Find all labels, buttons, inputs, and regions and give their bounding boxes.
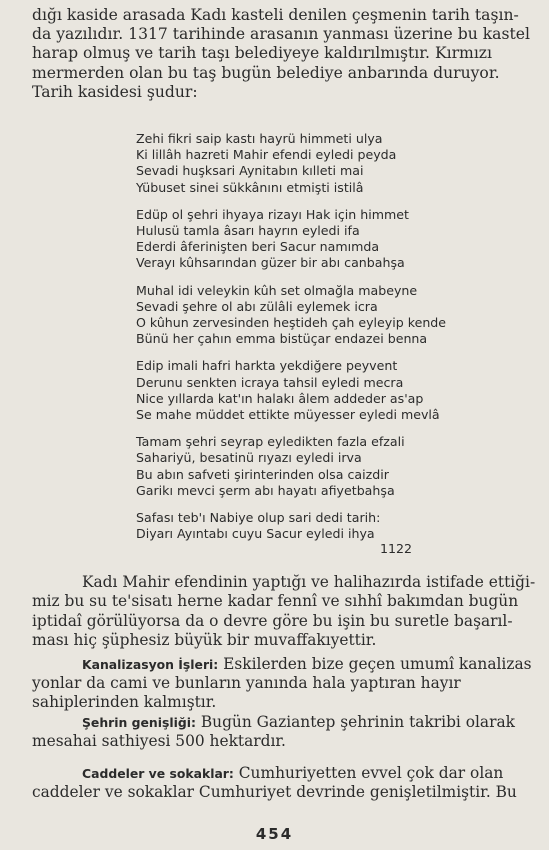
poem-line: Ederdi âferinişten beri Sacur namımda <box>136 239 380 255</box>
text-line: ması hiç şüphesiz büyük bir muvaffakıyettir. <box>32 631 377 650</box>
poem-line: Safası teb'ı Nabiye olup sari dedi tarih: <box>136 510 381 526</box>
poem-line: Sahariyü, besatinü rıyazı eyledi irva <box>136 450 362 466</box>
poem-line: Bu abın safveti şirinterinden olsa caizdir <box>136 466 389 482</box>
text-line: miz bu su te'sisatı herne kadar fennî ve sıhhî bakımdan bugün <box>32 592 519 611</box>
text-run: Eskilerden bize geçen umumî kanalizas <box>223 654 532 673</box>
text-line: iptidaî görülüyorsa da o devre göre bu işin bu suretle başarıl- <box>32 611 513 630</box>
text-run: Bugün Gaziantep şehrinin takribi olarak <box>200 712 515 731</box>
paragraph-sewage <box>32 655 530 713</box>
poem-line: Zehi fikri saip kastı hayrü himmeti ulya <box>136 131 383 146</box>
poem-year: 1122 <box>380 541 413 556</box>
poem-line: Sevadi huşksari Aynitabın kılleti mai <box>136 163 364 179</box>
poem-stanza <box>136 510 456 542</box>
poem-line: Nice yıllarda kat'ın halakı âlem addeder as'ap <box>136 390 424 406</box>
poem-stanza <box>136 283 456 348</box>
poem-line: Derunu senkten icraya tahsil eyledi mecra <box>136 374 404 390</box>
text-line: mermerden olan bu taş bugün belediye anbarında duruyor. <box>32 63 500 82</box>
page-number: 454 <box>255 825 294 843</box>
poem-line: O kûhun zervesinden heştideh çah eyleyip kende <box>136 315 447 331</box>
text-line: Tarih kasidesi şudur: <box>32 82 198 101</box>
poem-line: Edüp ol şehri ihyaya rizayı Hak için himmet <box>136 206 409 222</box>
text-line: caddeler ve sokaklar Cumhuriyet devrinde genişletilmiştir. Bu <box>32 783 517 802</box>
section-heading: Caddeler ve sokaklar: <box>82 765 234 781</box>
text-line: Kadı Mahir efendinin yaptığı ve halihazırda istifade ettiği- <box>82 573 536 591</box>
poem-line: Se mahe müddet ettikte müyesser eyledi mevlâ <box>136 407 440 423</box>
poem-stanza <box>136 434 456 499</box>
text-line <box>32 655 530 674</box>
tarih-kasidesi-poem <box>136 131 456 553</box>
paragraph-city-area <box>32 713 530 752</box>
text-line: harap olmuş ve tarih taşı belediyeye kaldırılmıştır. Kırmızı <box>32 44 493 63</box>
poem-stanza <box>136 131 456 196</box>
poem-line: Diyarı Ayıntabı cuyu Sacur eyledi ihya <box>136 526 375 542</box>
poem-stanza <box>136 207 456 272</box>
text-line <box>32 713 530 732</box>
text-line: mesahai sathiyesi 500 hektardır. <box>32 732 286 751</box>
section-heading: Kanalizasyon İşleri: <box>82 656 219 672</box>
text-line: da yazılıdır. 1317 tarihinde arasanın yanması üzerine bu kastel <box>32 25 530 44</box>
poem-line: Hulusü tamla âsarı hayrın eyledi ifa <box>136 223 360 239</box>
paragraph-water-works <box>32 573 536 651</box>
poem-line: Yübuset sinei sükkânını etmişti istilâ <box>136 179 364 195</box>
text-line: yonlar da cami ve bunların yanında hala yaptıran hayır <box>32 674 461 693</box>
section-heading: Şehrin genişliği: <box>82 714 196 730</box>
poem-stanza <box>136 358 456 423</box>
poem-line: Garikı mevci şerm abı hayatı afiyetbahşa <box>136 482 395 498</box>
text-run: Cumhuriyetten evvel çok dar olan <box>238 763 504 782</box>
text-line: dığı kaside arasada Kadı kasteli denilen çeşmenin tarih taşın- <box>32 6 519 24</box>
body-text <box>32 573 536 802</box>
poem-line: Muhal idi veleykin kûh set olmağla mabeyne <box>136 282 418 298</box>
intro-paragraph <box>32 6 530 102</box>
paragraph-streets <box>32 764 530 803</box>
poem-line: Verayı kûhsarından güzer bir abı canbahşa <box>136 255 405 271</box>
poem-line: Tamam şehri seyrap eyledikten fazla efzali <box>136 434 405 450</box>
poem-line: Bünü her çahın emma bistüçar endazei benna <box>136 331 428 347</box>
text-line: sahiplerinden kalmıştır. <box>32 693 217 712</box>
text-line <box>32 764 530 783</box>
poem-line: Sevadi şehre ol abı zülâli eylemek icra <box>136 298 378 314</box>
poem-line: Edip imali hafri harkta yekdiğere peyvent <box>136 358 398 374</box>
poem-line: Ki lillâh hazreti Mahir efendi eyledi peyda <box>136 147 397 163</box>
